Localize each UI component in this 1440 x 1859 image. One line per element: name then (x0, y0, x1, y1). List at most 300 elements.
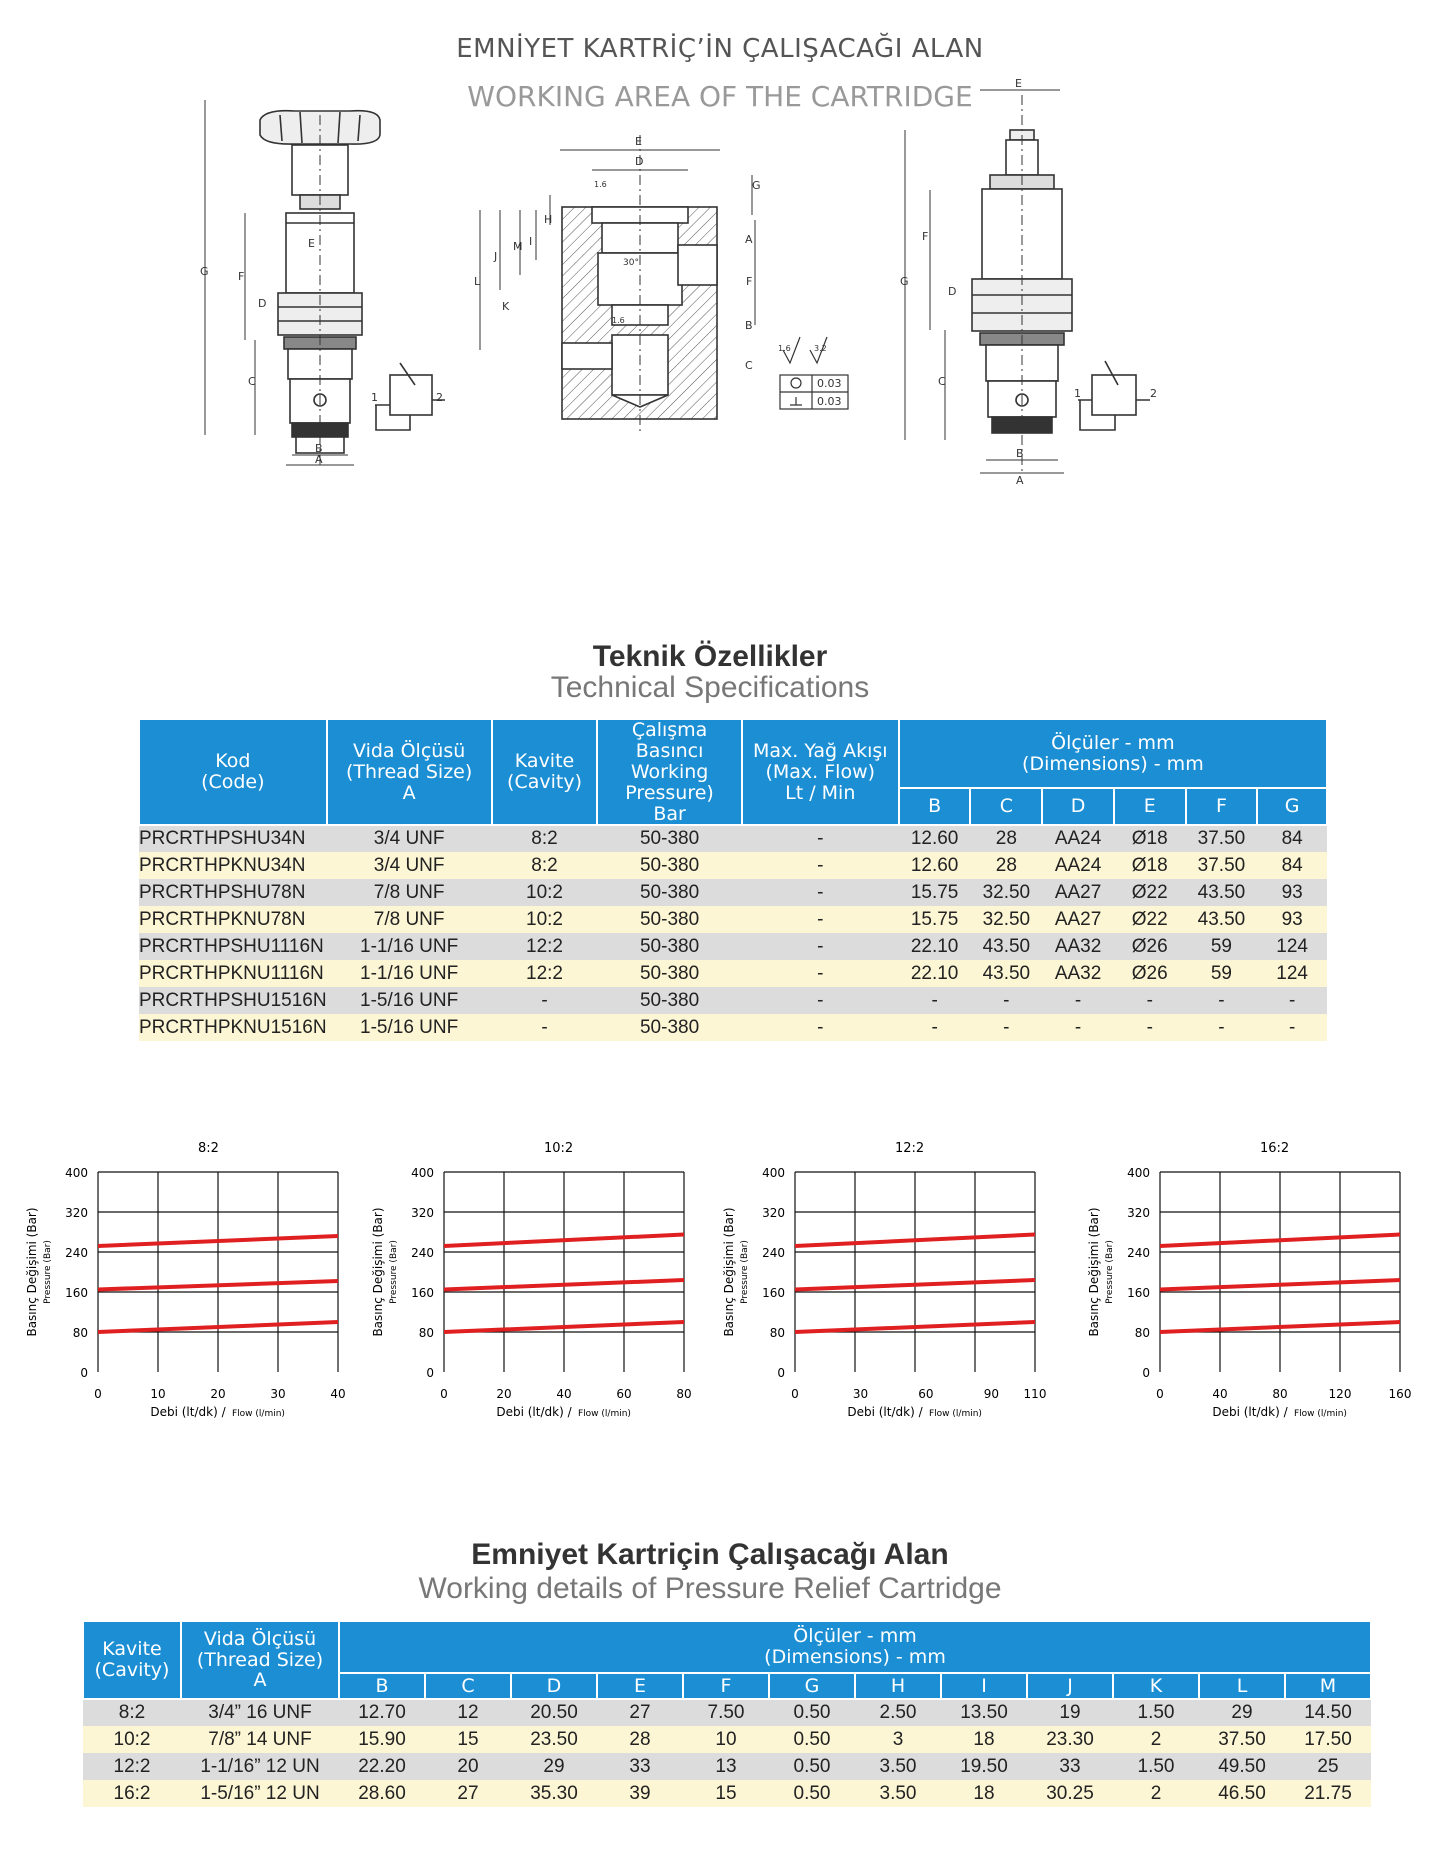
x-axis-label-small: Flow (l/min) (578, 1409, 631, 1419)
work-dim-col: D (511, 1673, 597, 1699)
x-axis-label-small: Flow (l/min) (1294, 1409, 1347, 1419)
chart-3 (1087, 1141, 1411, 1419)
y-tick-label: 400 (1127, 1166, 1150, 1180)
table-cell: 28 (970, 825, 1042, 852)
table-cell: 18 (941, 1780, 1027, 1807)
col-header-dims: Ölçüler - mm (Dimensions) - mm (899, 719, 1327, 788)
technical-drawings (200, 77, 1380, 595)
y-axis-label: Basınç Değişimi (Bar) (25, 1207, 39, 1337)
x-tick-label: 20 (210, 1387, 226, 1401)
col-header-thread: Vida Ölçüsü (Thread Size) A (327, 719, 492, 825)
work-dim-col: G (769, 1673, 855, 1699)
table-cell: 43.50 (1186, 879, 1258, 906)
table-cell: 50-380 (597, 879, 741, 906)
chart-title: 16:2 (1260, 1141, 1290, 1156)
table-cell: - (1114, 987, 1186, 1014)
y-tick-label: 80 (72, 1326, 88, 1340)
table-cell: - (1042, 987, 1114, 1014)
table-cell: 1-1/16 UNF (327, 960, 492, 987)
table-cell: 43.50 (970, 960, 1042, 987)
table-cell: - (742, 825, 899, 852)
table-cell: 59 (1186, 960, 1258, 987)
y-tick-label: 400 (411, 1166, 434, 1180)
work-details-table (82, 1620, 1372, 1807)
table-cell: 19.50 (941, 1753, 1027, 1780)
mid-dim-F: F (746, 275, 753, 288)
y-tick-label: 80 (769, 1326, 785, 1340)
x-axis-label-small: Flow (l/min) (232, 1409, 285, 1419)
surface-symbol-2: 3.2 (814, 344, 827, 353)
y-axis-label: Basınç Değişimi (Bar) (371, 1207, 385, 1337)
y-tick-label: 320 (1127, 1206, 1150, 1220)
table-cell: 50-380 (597, 852, 741, 879)
work-row (83, 1699, 1371, 1726)
work-dim-col: E (597, 1673, 683, 1699)
x-tick-label: 60 (918, 1387, 934, 1401)
table-cell: - (742, 1014, 899, 1041)
x-axis-label: Debi (lt/dk) / (150, 1405, 226, 1419)
chart-title: 8:2 (198, 1141, 219, 1156)
product-code-cell: PRCRTHPKNU1116N (139, 960, 327, 987)
y-tick-label: 320 (762, 1206, 785, 1220)
table-cell: 93 (1257, 879, 1327, 906)
table-cell: 50-380 (597, 906, 741, 933)
table-cell: 37.50 (1186, 825, 1258, 852)
left-dim-F: F (238, 270, 245, 283)
x-tick-label: 30 (270, 1387, 286, 1401)
chart-1 (371, 1141, 692, 1419)
mid-dim-A: A (745, 233, 753, 246)
table-cell: 30.25 (1027, 1780, 1113, 1807)
table-cell: 0.50 (769, 1699, 855, 1726)
tech-row (139, 825, 1327, 852)
table-cell: 3.50 (855, 1753, 941, 1780)
x-tick-label: 10 (150, 1387, 166, 1401)
table-cell: 15.90 (339, 1726, 425, 1753)
x-tick-label: 40 (556, 1387, 572, 1401)
table-cell: 16:2 (83, 1780, 181, 1807)
table-cell: 23.30 (1027, 1726, 1113, 1753)
chart-title: 12:2 (895, 1141, 925, 1156)
table-cell: 84 (1257, 825, 1327, 852)
table-cell: Ø26 (1114, 960, 1186, 987)
table-cell: 27 (425, 1780, 511, 1807)
x-tick-label: 120 (1328, 1387, 1352, 1401)
table-cell: AA24 (1042, 852, 1114, 879)
y-axis-label-small: Pressure (Bar) (740, 1240, 750, 1304)
table-cell: - (899, 987, 971, 1014)
work-title-en: Working details of Pressure Relief Cartridge (418, 1572, 1002, 1605)
right-dim-C: C (938, 375, 946, 388)
surface-symbol-1: 1.6 (778, 344, 791, 353)
table-cell: - (970, 987, 1042, 1014)
table-cell: - (1114, 1014, 1186, 1041)
work-dim-col: J (1027, 1673, 1113, 1699)
y-axis-label-small: Pressure (Bar) (1105, 1240, 1115, 1304)
work-col-cavity: Kavite (Cavity) (83, 1621, 181, 1699)
table-cell: 15.75 (899, 906, 971, 933)
tech-row (139, 1014, 1327, 1041)
left-dim-G: G (200, 265, 209, 278)
x-tick-label: 90 (983, 1387, 1000, 1401)
table-cell: 8:2 (83, 1699, 181, 1726)
right-dim-E: E (1015, 77, 1022, 90)
dim-col-C: C (970, 788, 1042, 825)
table-cell: 29 (511, 1753, 597, 1780)
mid-dim-J: J (494, 250, 498, 263)
work-row (83, 1780, 1371, 1807)
table-cell: 50-380 (597, 825, 741, 852)
mid-dim-E: E (635, 135, 642, 148)
table-cell: 1.50 (1113, 1753, 1199, 1780)
mid-dim-C: C (745, 359, 753, 372)
x-axis-label: Debi (lt/dk) / (1212, 1405, 1288, 1419)
table-cell: 12.60 (899, 852, 971, 879)
right-dim-A: A (1016, 474, 1024, 487)
y-tick-label: 0 (777, 1366, 785, 1380)
y-tick-label: 400 (65, 1166, 88, 1180)
table-cell: 93 (1257, 906, 1327, 933)
table-cell: 1-5/16” 12 UN (181, 1780, 339, 1807)
left-dim-D: D (258, 297, 267, 310)
tech-title-tr: Teknik Özellikler (592, 640, 828, 673)
left-dim-B: B (315, 442, 323, 455)
table-cell: 59 (1186, 933, 1258, 960)
table-cell: Ø18 (1114, 852, 1186, 879)
mid-dim-G: G (752, 179, 761, 192)
table-cell: 12:2 (492, 960, 598, 987)
work-row (83, 1753, 1371, 1780)
table-cell: 20 (425, 1753, 511, 1780)
tech-row (139, 879, 1327, 906)
table-cell: AA27 (1042, 879, 1114, 906)
work-row (83, 1726, 1371, 1753)
table-cell: 12.60 (899, 825, 971, 852)
table-cell: - (1186, 1014, 1258, 1041)
y-tick-label: 240 (65, 1246, 88, 1260)
table-cell: 35.30 (511, 1780, 597, 1807)
hydraulic-symbol-left (375, 363, 445, 430)
table-cell: 3/4” 16 UNF (181, 1699, 339, 1726)
chart-title: 10:2 (544, 1141, 574, 1156)
table-cell: 3.50 (855, 1780, 941, 1807)
left-dim-A: A (315, 453, 323, 466)
table-cell: 15.75 (899, 879, 971, 906)
table-cell: - (742, 933, 899, 960)
table-cell: - (742, 906, 899, 933)
table-cell: 25 (1285, 1753, 1371, 1780)
table-cell: - (1186, 987, 1258, 1014)
tolerance-2: 0.03 (817, 395, 842, 408)
table-cell: - (742, 987, 899, 1014)
y-tick-label: 0 (426, 1366, 434, 1380)
table-cell: 12.70 (339, 1699, 425, 1726)
hydraulic-symbol-right (1078, 361, 1150, 430)
table-cell: 124 (1257, 933, 1327, 960)
y-tick-label: 160 (762, 1286, 785, 1300)
table-cell: 13 (683, 1753, 769, 1780)
table-cell: 39 (597, 1780, 683, 1807)
table-cell: 0.50 (769, 1753, 855, 1780)
work-dim-col: M (1285, 1673, 1371, 1699)
mid-dim-H: H (544, 213, 553, 226)
tolerance-1: 0.03 (817, 377, 842, 390)
y-tick-label: 240 (411, 1246, 434, 1260)
cavity-drawing (562, 135, 717, 435)
table-cell: 21.75 (1285, 1780, 1371, 1807)
work-dim-col: K (1113, 1673, 1199, 1699)
table-cell: 20.50 (511, 1699, 597, 1726)
table-cell: Ø18 (1114, 825, 1186, 852)
table-cell: 18 (941, 1726, 1027, 1753)
x-tick-label: 160 (1388, 1387, 1412, 1401)
x-tick-label: 60 (616, 1387, 632, 1401)
x-tick-label: 0 (94, 1387, 102, 1401)
table-cell: 17.50 (1285, 1726, 1371, 1753)
table-cell: - (899, 1014, 971, 1041)
table-cell: 29 (1199, 1699, 1285, 1726)
mid-dim-K: K (502, 300, 510, 313)
table-cell: 10:2 (492, 879, 598, 906)
work-col-thread: Vida Ölçüsü (Thread Size) A (181, 1621, 339, 1699)
table-cell: 10:2 (492, 906, 598, 933)
table-cell: 19 (1027, 1699, 1113, 1726)
work-col-dims: Ölçüler - mm (Dimensions) - mm (339, 1621, 1371, 1673)
table-cell: 2.50 (855, 1699, 941, 1726)
table-cell: 124 (1257, 960, 1327, 987)
x-tick-label: 40 (1212, 1387, 1228, 1401)
tech-row (139, 852, 1327, 879)
mid-dim-M: M (513, 240, 523, 253)
dim-col-B: B (899, 788, 971, 825)
y-axis-label: Basınç Değişimi (Bar) (1087, 1207, 1101, 1337)
table-cell: - (742, 852, 899, 879)
tech-title-en: Technical Specifications (550, 671, 870, 704)
table-cell: 43.50 (970, 933, 1042, 960)
y-tick-label: 160 (1127, 1286, 1150, 1300)
y-tick-label: 400 (762, 1166, 785, 1180)
table-cell: 14.50 (1285, 1699, 1371, 1726)
tech-row (139, 906, 1327, 933)
table-cell: 49.50 (1199, 1753, 1285, 1780)
product-code-cell: PRCRTHPKNU34N (139, 852, 327, 879)
product-code-cell: PRCRTHPSHU34N (139, 825, 327, 852)
tech-row (139, 933, 1327, 960)
table-cell: AA32 (1042, 933, 1114, 960)
table-cell: 1.50 (1113, 1699, 1199, 1726)
right-dim-F: F (922, 230, 929, 243)
table-cell: - (1257, 987, 1327, 1014)
table-cell: 3/4 UNF (327, 852, 492, 879)
table-cell: 7.50 (683, 1699, 769, 1726)
product-code-cell: PRCRTHPSHU1116N (139, 933, 327, 960)
mid-dim-L: L (474, 275, 481, 288)
work-dim-col: B (339, 1673, 425, 1699)
work-dim-col: F (683, 1673, 769, 1699)
work-dim-col: I (941, 1673, 1027, 1699)
table-cell: 1-5/16 UNF (327, 1014, 492, 1041)
dim-col-E: E (1114, 788, 1186, 825)
tech-row (139, 987, 1327, 1014)
x-axis-label-small: Flow (l/min) (929, 1409, 982, 1419)
right-port-2: 2 (1150, 387, 1157, 400)
table-cell: 12:2 (83, 1753, 181, 1780)
page-title-tr: EMNİYET KARTRİÇ’İN ÇALIŞACAĞI ALAN (456, 34, 984, 64)
table-cell: 50-380 (597, 933, 741, 960)
dim-col-F: F (1186, 788, 1258, 825)
table-cell: Ø26 (1114, 933, 1186, 960)
table-cell: 3 (855, 1726, 941, 1753)
table-cell: 8:2 (492, 852, 598, 879)
table-cell: Ø22 (1114, 879, 1186, 906)
right-dim-B: B (1016, 447, 1024, 460)
dim-col-D: D (1042, 788, 1114, 825)
x-axis-label: Debi (lt/dk) / (847, 1405, 923, 1419)
table-cell: - (742, 960, 899, 987)
table-cell: 15 (425, 1726, 511, 1753)
tech-spec-table (138, 718, 1328, 1041)
x-tick-label: 40 (330, 1387, 346, 1401)
col-header-cavity: Kavite (Cavity) (492, 719, 598, 825)
table-cell: 1-5/16 UNF (327, 987, 492, 1014)
mid-dim-I: I (529, 235, 533, 248)
table-cell: 22.10 (899, 960, 971, 987)
table-cell: 37.50 (1186, 852, 1258, 879)
table-cell: 7/8 UNF (327, 879, 492, 906)
table-cell: 23.50 (511, 1726, 597, 1753)
work-title-tr: Emniyet Kartriçin Çalışacağı Alan (471, 1538, 949, 1571)
table-cell: 22.10 (899, 933, 971, 960)
y-tick-label: 320 (65, 1206, 88, 1220)
table-cell: 12:2 (492, 933, 598, 960)
table-cell: 2 (1113, 1780, 1199, 1807)
table-cell: - (492, 987, 598, 1014)
table-cell: 7/8” 14 UNF (181, 1726, 339, 1753)
y-tick-label: 80 (418, 1326, 434, 1340)
x-tick-label: 80 (1272, 1387, 1288, 1401)
pressure-flow-charts (10, 1130, 1430, 1440)
work-dim-col: C (425, 1673, 511, 1699)
right-cartridge-drawing (972, 95, 1072, 475)
table-cell: AA27 (1042, 906, 1114, 933)
table-cell: 10:2 (83, 1726, 181, 1753)
table-cell: 12 (425, 1699, 511, 1726)
table-cell: 32.50 (970, 906, 1042, 933)
table-cell: - (492, 1014, 598, 1041)
dim-col-G: G (1257, 788, 1327, 825)
chart-0 (25, 1141, 346, 1419)
table-cell: 8:2 (492, 825, 598, 852)
left-dim-E: E (308, 237, 315, 250)
x-tick-label: 30 (852, 1387, 869, 1401)
y-axis-label: Basınç Değişimi (Bar) (722, 1207, 736, 1337)
table-cell: 3/4 UNF (327, 825, 492, 852)
table-cell: AA24 (1042, 825, 1114, 852)
col-header-pressure: Çalışma Basıncı Working Pressure) Bar (597, 719, 741, 825)
x-tick-label: 0 (1156, 1387, 1164, 1401)
product-code-cell: PRCRTHPKNU1516N (139, 1014, 327, 1041)
table-cell: - (1257, 1014, 1327, 1041)
y-tick-label: 160 (411, 1286, 434, 1300)
table-cell: 15 (683, 1780, 769, 1807)
mid-angle: 30° (623, 258, 639, 268)
mid-roughness-2: 1.6 (612, 316, 625, 325)
y-axis-label-small: Pressure (Bar) (389, 1240, 399, 1304)
right-dim-G: G (900, 275, 909, 288)
table-cell: 10 (683, 1726, 769, 1753)
table-cell: 28 (970, 852, 1042, 879)
y-tick-label: 160 (65, 1286, 88, 1300)
table-cell: 0.50 (769, 1726, 855, 1753)
x-tick-label: 0 (791, 1387, 799, 1401)
y-axis-label-small: Pressure (Bar) (43, 1240, 53, 1304)
table-cell: 7/8 UNF (327, 906, 492, 933)
y-tick-label: 320 (411, 1206, 434, 1220)
y-tick-label: 240 (1127, 1246, 1150, 1260)
y-tick-label: 240 (762, 1246, 785, 1260)
col-header-code: Kod (Code) (139, 719, 327, 825)
table-cell: 27 (597, 1699, 683, 1726)
table-cell: AA32 (1042, 960, 1114, 987)
right-port-1: 1 (1074, 387, 1081, 400)
table-cell: 1-1/16” 12 UN (181, 1753, 339, 1780)
x-tick-label: 110 (1023, 1387, 1047, 1401)
table-cell: Ø22 (1114, 906, 1186, 933)
table-cell: 0.50 (769, 1780, 855, 1807)
table-cell: 84 (1257, 852, 1327, 879)
table-cell: - (1042, 1014, 1114, 1041)
work-dim-col: L (1199, 1673, 1285, 1699)
right-dim-D: D (948, 285, 957, 298)
y-tick-label: 80 (1134, 1326, 1150, 1340)
x-tick-label: 0 (440, 1387, 448, 1401)
left-cartridge-drawing (260, 111, 380, 465)
mid-roughness-1: 1.6 (594, 180, 607, 189)
table-cell: 28.60 (339, 1780, 425, 1807)
page-title-en: WORKING AREA OF THE CARTRIDGE (467, 80, 973, 113)
table-cell: 28 (597, 1726, 683, 1753)
table-cell: 1-1/16 UNF (327, 933, 492, 960)
col-header-flow: Max. Yağ Akışı (Max. Flow) Lt / Min (742, 719, 899, 825)
table-cell: 43.50 (1186, 906, 1258, 933)
product-code-cell: PRCRTHPKNU78N (139, 906, 327, 933)
tech-row (139, 960, 1327, 987)
mid-dim-D: D (635, 155, 644, 168)
x-tick-label: 80 (676, 1387, 692, 1401)
product-code-cell: PRCRTHPSHU78N (139, 879, 327, 906)
table-cell: 50-380 (597, 960, 741, 987)
table-cell: - (970, 1014, 1042, 1041)
left-port-1: 1 (371, 391, 378, 404)
x-axis-label: Debi (lt/dk) / (496, 1405, 572, 1419)
table-cell: 50-380 (597, 987, 741, 1014)
mid-dim-B: B (745, 319, 753, 332)
chart-2 (722, 1141, 1046, 1419)
y-tick-label: 0 (80, 1366, 88, 1380)
table-cell: 33 (597, 1753, 683, 1780)
table-cell: 50-380 (597, 1014, 741, 1041)
x-tick-label: 20 (496, 1387, 512, 1401)
table-cell: 33 (1027, 1753, 1113, 1780)
table-cell: 32.50 (970, 879, 1042, 906)
table-cell: 2 (1113, 1726, 1199, 1753)
y-tick-label: 0 (1142, 1366, 1150, 1380)
product-code-cell: PRCRTHPSHU1516N (139, 987, 327, 1014)
left-dim-C: C (248, 375, 256, 388)
table-cell: 22.20 (339, 1753, 425, 1780)
table-cell: - (742, 879, 899, 906)
table-cell: 46.50 (1199, 1780, 1285, 1807)
